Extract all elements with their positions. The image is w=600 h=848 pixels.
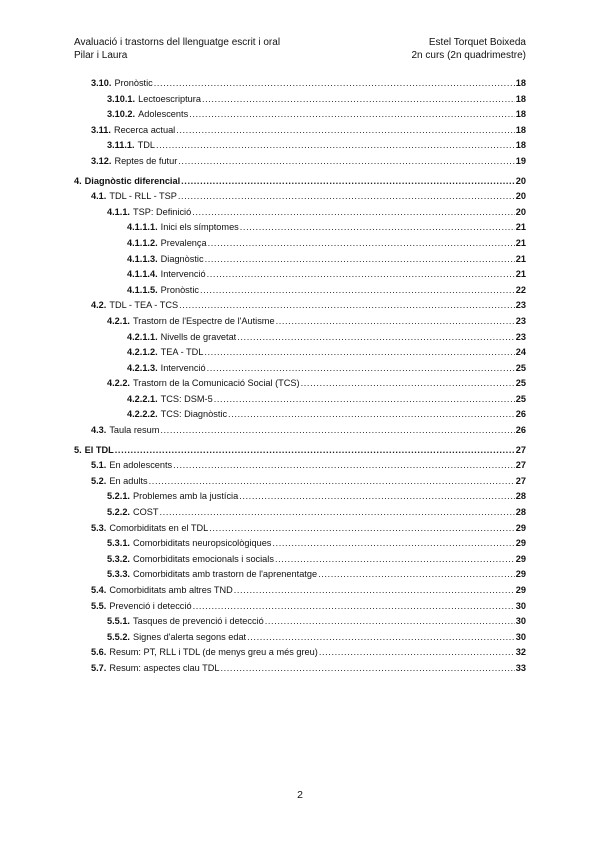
toc-entry-number: 4.1.1.5. [127, 284, 158, 295]
toc-entry-title: Diagnòstic diferencial [84, 175, 181, 186]
toc-entry-page: 20 [515, 191, 526, 202]
toc-entry[interactable] [74, 407, 526, 423]
toc-entry[interactable] [74, 314, 526, 330]
toc-entry[interactable] [74, 283, 526, 299]
toc-entry-title: Lectoescriptura [138, 93, 201, 104]
toc-entry[interactable] [74, 174, 526, 190]
toc-entry-title: Recerca actual [113, 124, 176, 135]
toc-entry[interactable] [74, 505, 526, 521]
toc-entry-number: 5. [74, 444, 82, 455]
toc-entry[interactable] [74, 330, 526, 346]
toc-entry-title: Comorbiditats en el TDL [109, 522, 209, 533]
toc-entry-number: 3.11.1. [107, 140, 135, 151]
toc-entry[interactable] [74, 552, 526, 568]
toc-entry-title: Adolescents [138, 109, 189, 120]
toc-entry-page: 18 [515, 93, 526, 104]
toc-dot-leader [160, 423, 514, 439]
toc-entry-number: 4.1.1.4. [127, 269, 158, 280]
toc-entry-number: 5.2.2. [107, 507, 130, 518]
toc-entry-title: Comorbiditats emocionals i socials [133, 553, 274, 564]
toc-entry[interactable] [74, 489, 526, 505]
toc-entry[interactable] [74, 76, 526, 92]
toc-entry-page: 30 [515, 616, 526, 627]
toc-entry-page: 27 [515, 460, 526, 471]
toc-entry-page: 23 [515, 331, 526, 342]
toc-entry-page: 30 [515, 600, 526, 611]
toc-entry[interactable] [74, 252, 526, 268]
toc-entry-page: 32 [515, 647, 526, 658]
toc-entry-number: 4.2.1. [107, 315, 130, 326]
toc-entry-number: 3.10.1. [107, 93, 136, 104]
toc-entry-page: 29 [515, 522, 526, 533]
toc-dot-leader [207, 361, 515, 377]
toc-dot-leader [149, 474, 515, 490]
toc-entry-number: 3.10. [91, 78, 112, 88]
toc-entry-title: TDL [137, 140, 155, 151]
toc-dot-leader [247, 630, 515, 646]
toc-dot-leader [240, 220, 515, 236]
toc-entry-number: 4.3. [91, 425, 107, 436]
toc-dot-leader [178, 189, 515, 205]
toc-entry-page: 20 [515, 175, 526, 186]
toc-entry-page: 18 [515, 124, 526, 135]
toc-dot-leader [156, 138, 515, 154]
toc-entry-title: Trastorn de l'Espectre de l'Autisme [133, 315, 275, 326]
toc-entry-title: Signes d'alerta segons edat [133, 631, 247, 642]
toc-entry[interactable] [74, 536, 526, 552]
toc-entry-number: 4.2.2.1. [127, 393, 158, 404]
toc-entry-title: Tasques de prevenció i detecció [133, 616, 264, 627]
toc-entry-title: Reptes de futur [114, 155, 178, 166]
toc-dot-leader [115, 443, 515, 459]
toc-entry[interactable] [74, 443, 526, 459]
toc-dot-leader [265, 614, 515, 630]
toc-dot-leader [173, 458, 515, 474]
toc-entry-title: Intervenció [160, 362, 206, 373]
toc-entry[interactable] [74, 107, 526, 123]
toc-entry-number: 4.1.1.1. [127, 222, 158, 233]
toc-dot-leader [205, 252, 515, 268]
toc-dot-leader [181, 174, 515, 190]
toc-entry-title: Inici els símptomes [160, 222, 239, 233]
toc-entry-title: En adolescents [109, 460, 173, 471]
toc-dot-leader [275, 552, 515, 568]
toc-entry-number: 5.5.2. [107, 631, 130, 642]
toc-entry-number: 3.10.2. [107, 109, 136, 120]
toc-entry[interactable] [74, 361, 526, 377]
page-number: 2 [297, 789, 303, 801]
toc-entry[interactable] [74, 614, 526, 630]
toc-entry-page: 25 [515, 362, 526, 373]
toc-entry-title: En adults [109, 475, 148, 486]
toc-entry-page: 23 [515, 315, 526, 326]
toc-entry-number: 5.2. [91, 475, 107, 486]
toc-entry[interactable] [74, 458, 526, 474]
toc-entry-number: 5.3.3. [107, 569, 130, 580]
toc-entry-page: 29 [515, 569, 526, 580]
toc-entry-number: 5.3.2. [107, 553, 130, 564]
toc-dot-leader [204, 345, 514, 361]
toc-dot-leader [209, 521, 515, 537]
toc-dot-leader [208, 236, 515, 252]
toc-entry-page: 26 [515, 409, 526, 420]
toc-entry-title: Trastorn de la Comunicació Social (TCS) [133, 378, 300, 389]
toc-entry-page: 25 [515, 393, 526, 404]
toc-entry-number: 5.6. [91, 647, 107, 658]
toc-entry-page: 28 [515, 507, 526, 518]
toc-entry-title: Comorbiditats amb altres TND [109, 585, 233, 595]
toc-entry-page: 22 [515, 284, 526, 295]
toc-entry-title: Taula resum [109, 425, 160, 436]
toc-entry[interactable] [74, 92, 526, 108]
toc-dot-leader [319, 645, 515, 661]
toc-entry-number: 4.2.1.2. [127, 347, 158, 358]
toc-entry-number: 4.2.1.1. [127, 331, 158, 342]
toc-entry-page: 24 [515, 347, 526, 358]
toc-entry[interactable] [74, 521, 526, 537]
toc-entry[interactable] [74, 392, 526, 408]
toc-entry-title: TCS: Diagnòstic [160, 409, 228, 420]
toc-entry-title: Comorbiditats amb trastorn de l'aprenentatge [133, 569, 318, 580]
toc-entry[interactable] [74, 236, 526, 252]
toc-entry-title: COST [133, 507, 159, 518]
document-title: Avaluació i trastorns del llenguatge escrit i oral [74, 37, 281, 48]
course-info: 2n curs (2n quadrimestre) [411, 50, 526, 61]
toc-dot-leader [193, 599, 515, 615]
toc-entry-page: 30 [515, 631, 526, 642]
toc-dot-leader [220, 661, 514, 677]
toc-entry-number: 5.1. [91, 460, 107, 471]
toc-entry-number: 4.2.2. [107, 378, 130, 389]
toc-dot-leader [214, 392, 515, 408]
toc-entry-number: 4.1. [91, 191, 107, 202]
toc-entry-page: 23 [515, 300, 526, 311]
toc-entry-title: Pronòstic [114, 78, 153, 88]
author-name: Estel Torquet Boixeda [428, 37, 526, 48]
toc-entry-page: 27 [515, 475, 526, 486]
toc-entry[interactable] [74, 376, 526, 392]
toc-entry-title: Diagnòstic [160, 253, 204, 264]
toc-entry[interactable] [74, 630, 526, 646]
toc-entry-number: 5.3. [91, 522, 107, 533]
toc-entry[interactable] [74, 599, 526, 615]
toc-dot-leader [176, 123, 515, 139]
toc-entry-title: Comorbiditats neuropsicològiques [133, 538, 272, 549]
toc-entry[interactable] [74, 423, 526, 439]
toc-entry-number: 5.4. [91, 585, 107, 595]
toc-entry-page: 26 [515, 425, 526, 436]
toc-entry[interactable] [74, 267, 526, 283]
toc-entry-page: 21 [515, 269, 526, 280]
toc-entry[interactable] [74, 154, 526, 170]
toc-dot-leader [154, 76, 515, 92]
toc-dot-leader [228, 407, 515, 423]
toc-entry-number: 5.5.1. [107, 616, 130, 627]
toc-entry[interactable] [74, 345, 526, 361]
toc-dot-leader [237, 330, 515, 346]
toc-entry-title: TEA - TDL [160, 347, 204, 358]
toc-dot-leader [178, 154, 515, 170]
toc-entry-title: Prevalença [160, 237, 207, 248]
toc-entry[interactable] [74, 298, 526, 314]
toc-entry[interactable] [74, 138, 526, 154]
toc-entry-page: 29 [515, 585, 526, 595]
toc-entry[interactable] [74, 567, 526, 583]
toc-entry-page: 18 [515, 109, 526, 120]
toc-entry-title: Resum: aspectes clau TDL [109, 662, 220, 673]
toc-entry[interactable] [74, 583, 526, 599]
toc-entry-number: 4.2.1.3. [127, 362, 158, 373]
toc-entry-page: 33 [515, 662, 526, 673]
page-header [74, 36, 526, 62]
toc-entry-title: Intervenció [160, 269, 206, 280]
toc-entry[interactable] [74, 189, 526, 205]
toc-entry[interactable] [74, 123, 526, 139]
toc-entry-page: 18 [515, 140, 526, 151]
toc-entry-number: 4.2. [91, 300, 107, 311]
teachers-names: Pilar i Laura [74, 50, 128, 61]
toc-dot-leader [301, 376, 515, 392]
toc-entry-number: 5.7. [91, 662, 107, 673]
toc-entry-page: 29 [515, 538, 526, 549]
toc-entry-title: Pronòstic [160, 284, 199, 295]
toc-dot-leader [207, 267, 515, 283]
toc-dot-leader [200, 283, 515, 299]
toc-dot-leader [239, 489, 515, 505]
toc-entry-number: 3.11. [91, 124, 111, 135]
toc-entry-number: 4.1.1. [107, 206, 130, 217]
toc-entry-number: 4. [74, 175, 82, 186]
toc-entry-title: TDL - TEA - TCS [109, 300, 179, 311]
toc-entry-title: El TDL [84, 444, 114, 455]
toc-entry-page: 18 [515, 78, 526, 88]
toc-entry-number: 5.2.1. [107, 491, 130, 502]
toc-entry-title: Nivells de gravetat [160, 331, 237, 342]
toc-entry[interactable] [74, 645, 526, 661]
toc-dot-leader [189, 107, 515, 123]
toc-entry-number: 4.2.2.2. [127, 409, 158, 420]
toc-entry-page: 29 [515, 553, 526, 564]
toc-entry[interactable] [74, 661, 526, 677]
toc-entry-title: TSP: Definició [133, 206, 192, 217]
toc-entry-page: 25 [515, 378, 526, 389]
toc-entry-page: 21 [515, 237, 526, 248]
toc-dot-leader [318, 567, 515, 583]
toc-entry-number: 3.12. [91, 155, 112, 166]
toc-dot-leader [202, 92, 515, 108]
table-of-contents [74, 76, 526, 677]
toc-entry-page: 21 [515, 222, 526, 233]
toc-entry[interactable] [74, 205, 526, 221]
toc-dot-leader [179, 298, 515, 314]
toc-entry-number: 5.5. [91, 600, 107, 611]
toc-entry-number: 4.1.1.2. [127, 237, 158, 248]
toc-dot-leader [160, 505, 515, 521]
toc-entry-title: Problemes amb la justícia [133, 491, 239, 502]
toc-entry-title: TCS: DSM-5 [160, 393, 213, 404]
toc-entry-page: 19 [515, 155, 526, 166]
toc-entry-page: 28 [515, 491, 526, 502]
toc-entry-number: 5.3.1. [107, 538, 130, 549]
toc-entry-page: 21 [515, 253, 526, 264]
toc-entry-page: 20 [515, 206, 526, 217]
toc-dot-leader [234, 583, 515, 599]
toc-entry-title: Resum: PT, RLL i TDL (de menys greu a més greu) [109, 647, 318, 658]
toc-entry-number: 4.1.1.3. [127, 253, 158, 264]
toc-dot-leader [192, 205, 515, 221]
toc-entry[interactable] [74, 474, 526, 490]
toc-dot-leader [276, 314, 515, 330]
toc-entry-page: 27 [515, 444, 526, 455]
toc-entry-title: TDL - RLL - TSP [109, 191, 177, 202]
toc-dot-leader [272, 536, 514, 552]
toc-entry-title: Prevenció i detecció [109, 600, 192, 611]
toc-entry[interactable] [74, 220, 526, 236]
